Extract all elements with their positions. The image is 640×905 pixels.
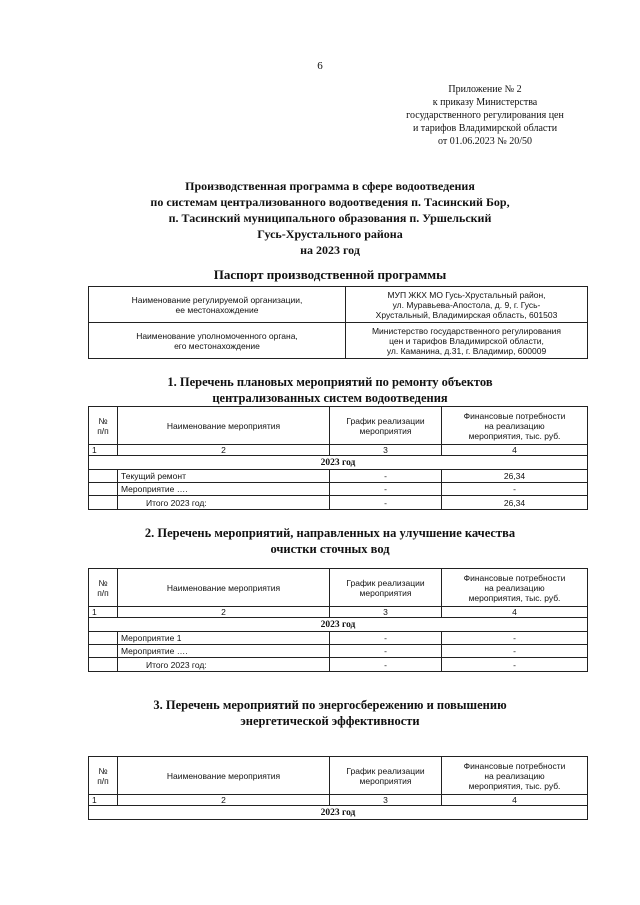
section2-heading (100, 525, 560, 557)
header-name: Наименование мероприятия (118, 569, 330, 607)
row-finance: 26,34 (442, 470, 588, 483)
appendix-block (380, 83, 590, 148)
passport-label-line: Наименование регулируемой организации, (131, 294, 303, 305)
row-name: Текущий ремонт (118, 470, 330, 483)
header-schedule: График реализации мероприятия (330, 569, 442, 607)
passport-heading: Паспорт производственной программы (213, 267, 447, 282)
col-number-2: 2 (118, 795, 330, 806)
appendix-line: государственного регулирования цен (406, 110, 564, 121)
passport-label-line: его местонахождение (174, 340, 260, 351)
total-label: Итого 2023 год: (118, 496, 330, 510)
row-finance: - (442, 645, 588, 658)
header-num: № п/п (89, 407, 118, 445)
col-number-2: 2 (118, 607, 330, 618)
row-name: Мероприятие 1 (118, 632, 330, 645)
header-schedule: График реализации мероприятия (330, 407, 442, 445)
title-line: на 2023 год (300, 243, 360, 257)
passport-value-line: Министерство государственного регулирования (371, 325, 562, 336)
passport-value-org (346, 287, 588, 323)
table-row (89, 645, 588, 658)
header-num: № п/п (89, 569, 118, 607)
col-number-3: 3 (330, 795, 442, 806)
passport-value-line: Хрустальный, Владимирская область, 601503 (375, 309, 558, 320)
document-title (100, 178, 560, 258)
heading-line: энергетической эффективности (240, 714, 420, 728)
col-number-3: 3 (330, 607, 442, 618)
page-number: 6 (317, 60, 323, 72)
passport-label-line: ее местонахождение (175, 304, 259, 315)
total-schedule: - (330, 658, 442, 672)
section3-table (88, 756, 588, 820)
appendix-line: Приложение № 2 (448, 84, 522, 95)
section1-heading (100, 374, 560, 406)
col-number-1: 1 (89, 445, 118, 456)
col-number-4: 4 (442, 445, 588, 456)
col-number-3: 3 (330, 445, 442, 456)
row-schedule: - (330, 645, 442, 658)
row-finance: - (442, 632, 588, 645)
heading-line: 3. Перечень мероприятий по энергосбережению и повышению (153, 698, 507, 712)
title-line: по системам централизованного водоотведения п. Тасинский Бор, (150, 195, 510, 209)
passport-value-authority (346, 323, 588, 359)
year-row: 2023 год (89, 618, 588, 632)
appendix-line: к приказу Министерства (432, 97, 538, 108)
total-schedule: - (330, 496, 442, 510)
col-number-4: 4 (442, 607, 588, 618)
passport-value-line: цен и тарифов Владимирской области, (389, 335, 544, 346)
passport-label-line: Наименование уполномоченного органа, (136, 330, 298, 341)
row-name: Мероприятие …. (118, 483, 330, 496)
row-name: Мероприятие …. (118, 645, 330, 658)
heading-line: 1. Перечень плановых мероприятий по ремонту объектов (167, 375, 493, 389)
table-total-row (89, 496, 588, 510)
table-total-row (89, 658, 588, 672)
passport-value-line: ул. Каманина, д.31, г. Владимир, 600009 (386, 345, 547, 356)
row-schedule: - (330, 483, 442, 496)
year-row: 2023 год (89, 456, 588, 470)
table-row (89, 470, 588, 483)
passport-label-org (89, 287, 346, 323)
total-finance: - (442, 658, 588, 672)
row-schedule: - (330, 632, 442, 645)
table-row (89, 483, 588, 496)
appendix-line: от 01.06.2023 № 20/50 (437, 136, 533, 147)
col-number-4: 4 (442, 795, 588, 806)
header-schedule: График реализации мероприятия (330, 757, 442, 795)
passport-value-line: ул. Муравьева-Апостола, д. 9, г. Гусь- (392, 299, 541, 310)
heading-line: централизованных систем водоотведения (212, 391, 448, 405)
total-finance: 26,34 (442, 496, 588, 510)
col-number-2: 2 (118, 445, 330, 456)
passport-label-authority (89, 323, 346, 359)
header-num: № п/п (89, 757, 118, 795)
total-label: Итого 2023 год: (118, 658, 330, 672)
col-number-1: 1 (89, 795, 118, 806)
col-number-1: 1 (89, 607, 118, 618)
header-name: Наименование мероприятия (118, 407, 330, 445)
heading-line: очистки сточных вод (270, 542, 390, 556)
year-row: 2023 год (89, 806, 588, 820)
heading-line: 2. Перечень мероприятий, направленных на улучшение качества (144, 526, 516, 540)
header-finance: Финансовые потребности на реализацию мероприятия, тыс. руб. (442, 569, 588, 607)
appendix-line: и тарифов Владимирской области (412, 123, 558, 134)
row-finance: - (442, 483, 588, 496)
section2-table (88, 568, 588, 672)
passport-value-line: МУП ЖКХ МО Гусь-Хрустальный район, (387, 289, 546, 300)
section1-table (88, 406, 588, 510)
passport-table (88, 286, 588, 359)
header-finance: Финансовые потребности на реализацию мероприятия, тыс. руб. (442, 757, 588, 795)
row-schedule: - (330, 470, 442, 483)
title-line: Гусь-Хрустального района (257, 227, 403, 241)
header-name: Наименование мероприятия (118, 757, 330, 795)
table-row (89, 632, 588, 645)
title-line: Производственная программа в сфере водоотведения (185, 179, 475, 193)
header-finance: Финансовые потребности на реализацию мероприятия, тыс. руб. (442, 407, 588, 445)
section3-heading (100, 697, 560, 729)
title-line: п. Тасинский муниципального образования п. Уршельский (168, 211, 492, 225)
